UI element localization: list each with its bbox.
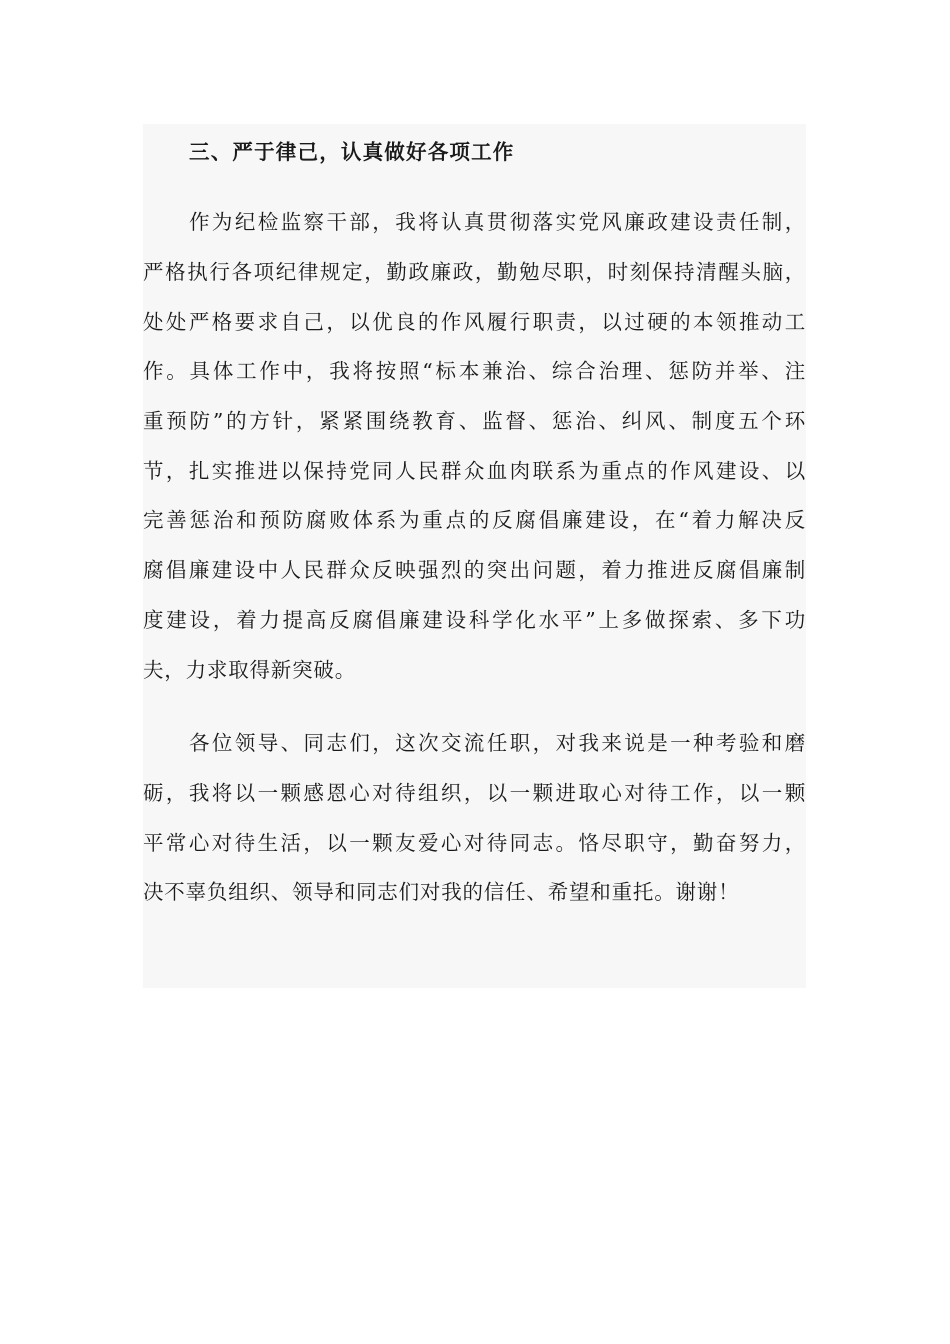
paragraph-line: 重预防”的方针，紧紧围绕教育、监督、惩治、纠风、制度五个环: [143, 409, 806, 433]
paragraph-line: 处处严格要求自己，以优良的作风履行职责，以过硬的本领推动工: [143, 310, 806, 334]
paragraph-line: 度建设，着力提高反腐倡廉建设科学化水平”上多做探索、多下功: [143, 608, 806, 632]
paragraph-line: 作。具体工作中，我将按照“标本兼治、综合治理、惩防并举、注: [143, 359, 806, 383]
paragraph-line: 砺，我将以一颗感恩心对待组织，以一颗进取心对待工作，以一颗: [143, 781, 806, 805]
paragraph-line: 夫，力求取得新突破。: [143, 658, 356, 682]
paragraph-line: 节，扎实推进以保持党同人民群众血肉联系为重点的作风建设、以: [143, 459, 806, 483]
section-heading: 三、严于律己，认真做好各项工作: [189, 140, 515, 164]
paragraph-line: 严格执行各项纪律规定，勤政廉政，勤勉尽职，时刻保持清醒头脑，: [143, 260, 806, 284]
paragraph-line: 各位领导、同志们，这次交流任职，对我来说是一种考验和磨: [189, 731, 806, 755]
paragraph-line: 作为纪检监察干部，我将认真贯彻落实党风廉政建设责任制，: [189, 210, 806, 234]
paragraph-line: 决不辜负组织、领导和同志们对我的信任、希望和重托。谢谢！: [143, 880, 740, 904]
paragraph-line: 完善惩治和预防腐败体系为重点的反腐倡廉建设，在“着力解决反: [143, 508, 806, 532]
paragraph-line: 腐倡廉建设中人民群众反映强烈的突出问题，着力推进反腐倡廉制: [143, 558, 806, 582]
paragraph-line: 平常心对待生活，以一颗友爱心对待同志。恪尽职守，勤奋努力，: [143, 831, 806, 855]
document-page: [143, 124, 806, 988]
